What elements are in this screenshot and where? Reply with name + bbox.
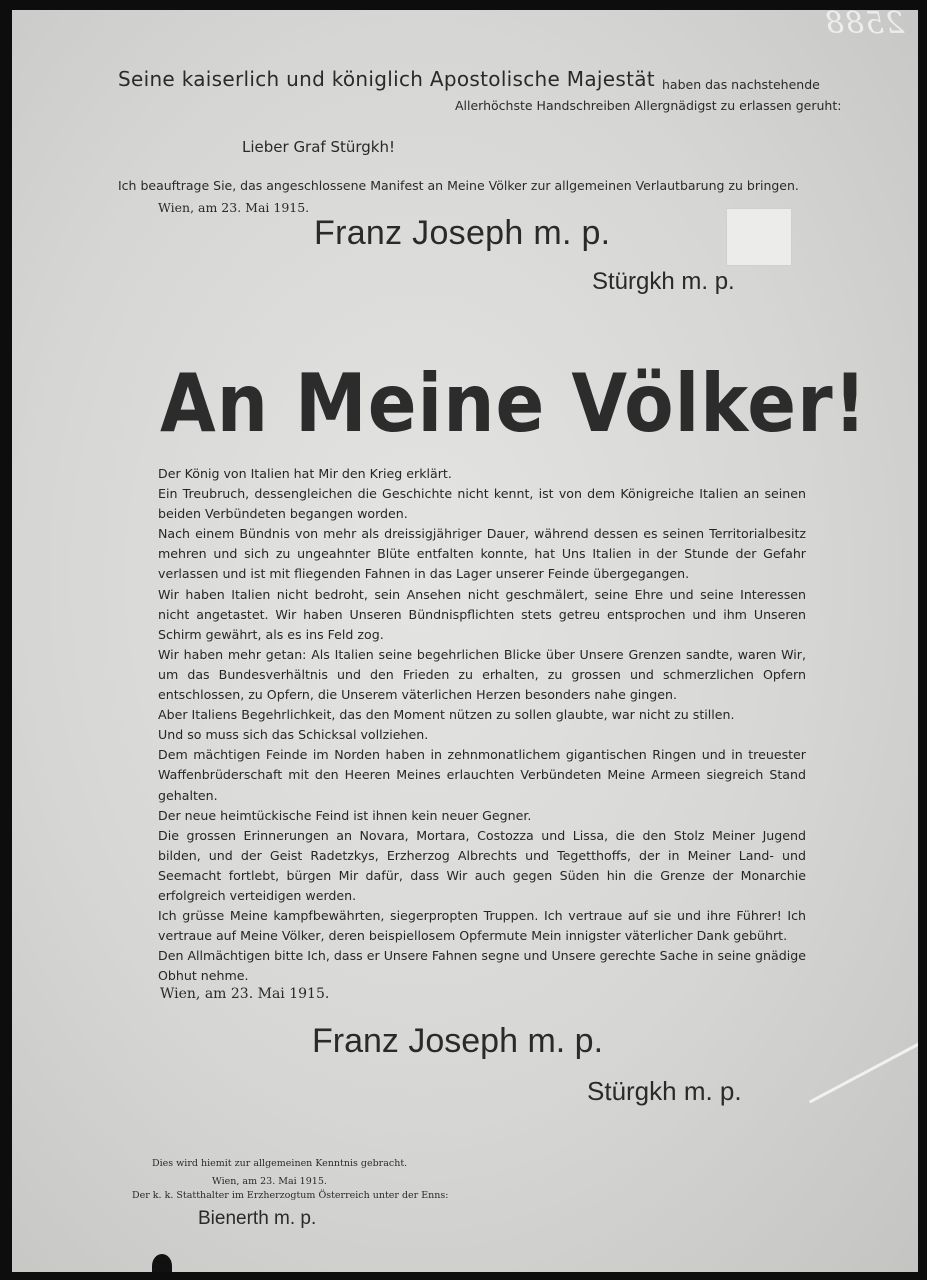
manifesto-paragraph: Die grossen Erinnerungen an Novara, Mortara, Costozza und Lissa, die den Stolz Meiner Jugend bilden, und der Geist Radetzkys, Erzherzog Albrechts und Tegetthoffs, der in Meiner Land- und Seemacht fortlebt, bürgen Mir dafür, dass Wir auch gegen Süden hin die Grenze der Monarchie erfolgreich verteidigen werden. <box>158 827 806 903</box>
manifesto-paragraph: Nach einem Bündnis von mehr als dreissigjähriger Dauer, während dessen es seinen Territorialbesitz mehren und sich zu ungeahnter Blüte entfalten konnte, hat Uns Italien in der Stunde der Gefahr verlassen und ist mit fliegenden Fahnen in das Lager unserer Feinde übergegangen. <box>158 526 806 582</box>
footer-line-1: Dies wird hiemit zur allgemeinen Kenntnis gebracht. <box>152 1158 408 1169</box>
header-line-2: Allerhöchste Handschreiben Allergnädigst zu erlassen geruht: <box>455 98 842 113</box>
plate-scratch <box>809 1040 918 1104</box>
letter-text: Ich beauftrage Sie, das angeschlossene Manifest an Meine Völker zur allgemeinen Verlautbarung zu bringen. <box>118 178 799 193</box>
poster-sheet <box>12 10 918 1272</box>
manifesto-paragraph: Ein Treubruch, dessengleichen die Geschichte nicht kennt, ist von dem Königreiche Italien an seinen beiden Verbündeten begangen worden. <box>158 486 806 522</box>
footer-signature: Bienerth m. p. <box>198 1208 317 1229</box>
manifesto-date: Wien, am 23. Mai 1915. <box>160 986 330 1002</box>
manifesto-title: An Meine Völker! <box>160 356 868 451</box>
footer-line-2: Wien, am 23. Mai 1915. <box>212 1176 327 1187</box>
footer-line-3: Der k. k. Statthalter im Erzherzogtum Österreich unter der Enns: <box>132 1190 449 1201</box>
ink-blot <box>152 1254 172 1272</box>
letter-salutation: Lieber Graf Stürgkh! <box>242 138 396 156</box>
manifesto-paragraph: Ich grüsse Meine kampfbewährten, siegerpropten Truppen. Ich vertraue auf sie und ihre Führer! Ich vertraue auf Meine Völker, deren beispiellosem Opfermute Mein innigster väterlicher Dank gebührt. <box>158 908 806 944</box>
manifesto-paragraph: Der neue heimtückische Feind ist ihnen kein neuer Gegner. <box>158 807 532 823</box>
manifesto-body <box>158 464 806 986</box>
manifesto-paragraph: Der König von Italien hat Mir den Krieg erklärt. <box>158 466 452 481</box>
paper-patch <box>726 208 792 266</box>
manifesto-paragraph: Und so muss sich das Schicksal vollziehen. <box>158 727 429 743</box>
letter-signature-emperor: Franz Joseph m. p. <box>314 214 611 252</box>
letter-date: Wien, am 23. Mai 1915. <box>158 200 310 215</box>
manifesto-signature-emperor: Franz Joseph m. p. <box>312 1022 604 1060</box>
manifesto-paragraph: Wir haben Italien nicht bedroht, sein Ansehen nicht geschmälert, seine Ehre und seine Interessen nicht angetastet. Wir haben Unseren Bündnispflichten stets getreu entsprochen und ihm Unseren Schirm gewährt, als es ins Feld zog. <box>158 586 806 642</box>
manifesto-paragraph: Dem mächtigen Feinde im Norden haben in zehnmonatlichem gigantischen Ringen und in treuester Waffenbrüderschaft mit den Heeren Meines erlauchten Verbündeten Meine Armeen siegreich Stand gehalten. <box>158 747 806 803</box>
letter-signature-minister: Stürgkh m. p. <box>592 268 735 295</box>
manifesto-paragraph: Aber Italiens Begehrlichkeit, das den Moment nützen zu sollen glaubte, war nicht zu stillen. <box>158 707 735 723</box>
header-line-1: Seine kaiserlich und königlich Apostolische Majestät <box>118 67 655 91</box>
header-line-1-tail: haben das nachstehende <box>662 77 820 92</box>
plate-number: 2588 <box>823 10 904 41</box>
manifesto-paragraph: Wir haben mehr getan: Als Italien seine begehrlichen Blicke über Unsere Grenzen sandte, waren Wir, um das Bundesverhältnis und den Frieden zu erhalten, zu grossen und schmerzlichen Opfern entschlossen, zu Opfern, die Unserem väterlichen Herzen besonders nahe gingen. <box>158 646 806 703</box>
manifesto-paragraph: Den Allmächtigen bitte Ich, dass er Unsere Fahnen segne und Unsere gerechte Sache in seine gnädige Obhut nehme. <box>158 948 806 984</box>
manifesto-signature-minister: Stürgkh m. p. <box>587 1076 742 1106</box>
